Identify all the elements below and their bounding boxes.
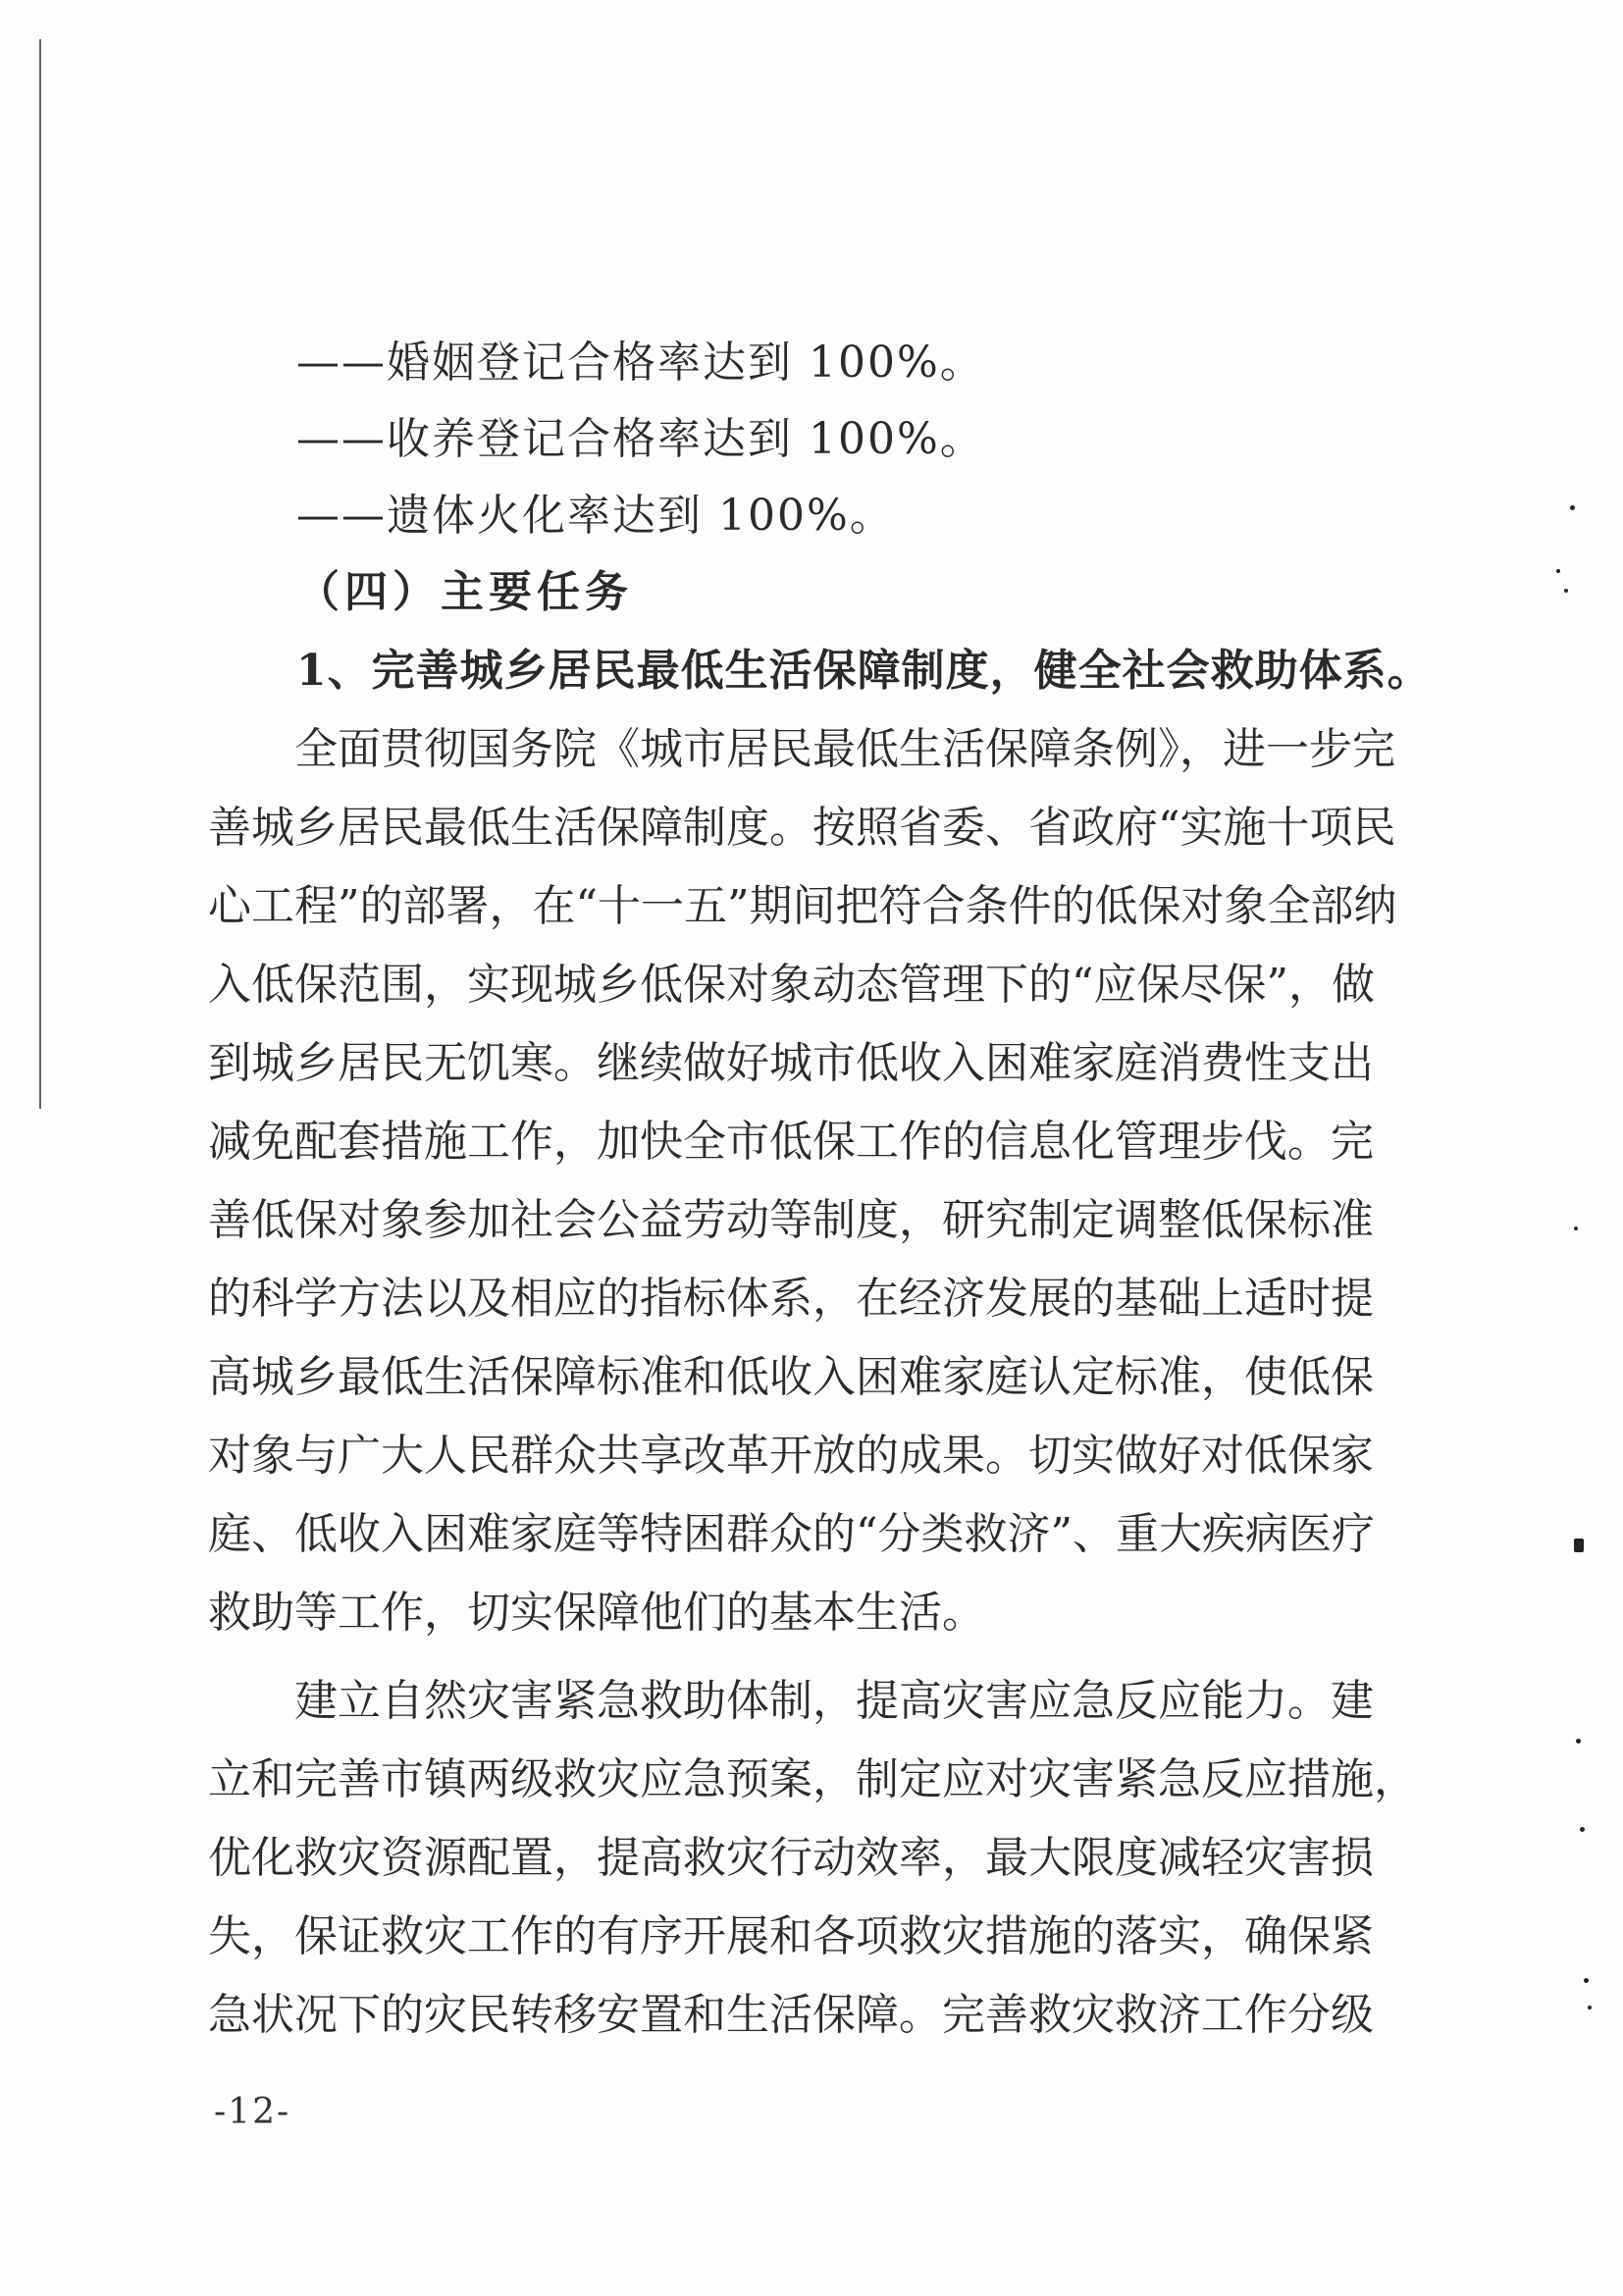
page-number: -12- bbox=[214, 2092, 291, 2132]
task-subheading: 1、完善城乡居民最低生活保障制度，健全社会救助体系。 bbox=[296, 646, 1432, 696]
paragraph1-line: 全面贯彻国务院《城市居民最低生活保障条例》，进一步完 bbox=[294, 724, 1395, 774]
paragraph1-line: 减免配套措施工作，加快全市低保工作的信息化管理步伐。完 bbox=[208, 1117, 1374, 1167]
scan-speck bbox=[1574, 1539, 1584, 1552]
paragraph2-line: 立和完善市镇两级救灾应急预案，制定应对灾害紧急反应措施， bbox=[208, 1754, 1417, 1804]
paragraph2-line: 建立自然灾害紧急救助体制，提高灾害应急反应能力。建 bbox=[294, 1676, 1374, 1726]
scan-speck bbox=[1580, 1827, 1585, 1832]
indicator-marriage-registration: ——婚姻登记合格率达到 100%。 bbox=[296, 338, 985, 388]
paragraph1-line: 的科学方法以及相应的指标体系，在经济发展的基础上适时提 bbox=[208, 1274, 1374, 1324]
paragraph1-line: 心工程”的部署，在“十一五”期间把符合条件的低保对象全部纳 bbox=[208, 881, 1397, 931]
scan-speck bbox=[1556, 569, 1560, 573]
paragraph1-line: 救助等工作，切实保障他们的基本生活。 bbox=[208, 1588, 985, 1638]
paragraph1-line: 庭、低收入困难家庭等特困群众的“分类救济”、重大疾病医疗 bbox=[208, 1509, 1375, 1559]
paragraph1-line: 对象与广大人民群众共享改革开放的成果。切实做好对低保家 bbox=[208, 1431, 1374, 1481]
scan-speck bbox=[1584, 1978, 1589, 1983]
paragraph2-line: 急状况下的灾民转移安置和生活保障。完善救灾救济工作分级 bbox=[208, 1990, 1374, 2040]
paragraph1-line: 善低保对象参加社会公益劳动等制度，研究制定调整低保标准 bbox=[208, 1195, 1374, 1245]
paragraph1-line: 入低保范围，实现城乡低保对象动态管理下的“应保尽保”，做 bbox=[208, 960, 1375, 1010]
scan-speck bbox=[1570, 505, 1575, 510]
paragraph2-line: 失，保证救灾工作的有序开展和各项救灾措施的落实，确保紧 bbox=[208, 1911, 1374, 1961]
scan-speck bbox=[1588, 2006, 1592, 2009]
binding-edge-line bbox=[39, 39, 41, 1109]
indicator-adoption-registration: ——收养登记合格率达到 100%。 bbox=[296, 414, 985, 464]
paragraph1-line: 到城乡居民无饥寒。继续做好城市低收入困难家庭消费性支出 bbox=[208, 1038, 1374, 1088]
paragraph1-line: 高城乡最低生活保障标准和低收入困难家庭认定标准，使低保 bbox=[208, 1352, 1374, 1402]
scan-speck bbox=[1574, 1226, 1578, 1230]
section-heading: （四）主要任务 bbox=[296, 567, 633, 617]
scan-speck bbox=[1576, 1739, 1581, 1744]
paragraph2-line: 优化救灾资源配置，提高救灾行动效率，最大限度减轻灾害损 bbox=[208, 1833, 1374, 1883]
indicator-cremation-rate: ——遗体火化率达到 100%。 bbox=[296, 491, 895, 541]
scan-speck bbox=[1564, 589, 1568, 593]
paragraph1-line: 善城乡居民最低生活保障制度。按照省委、省政府“实施十项民 bbox=[208, 803, 1396, 853]
